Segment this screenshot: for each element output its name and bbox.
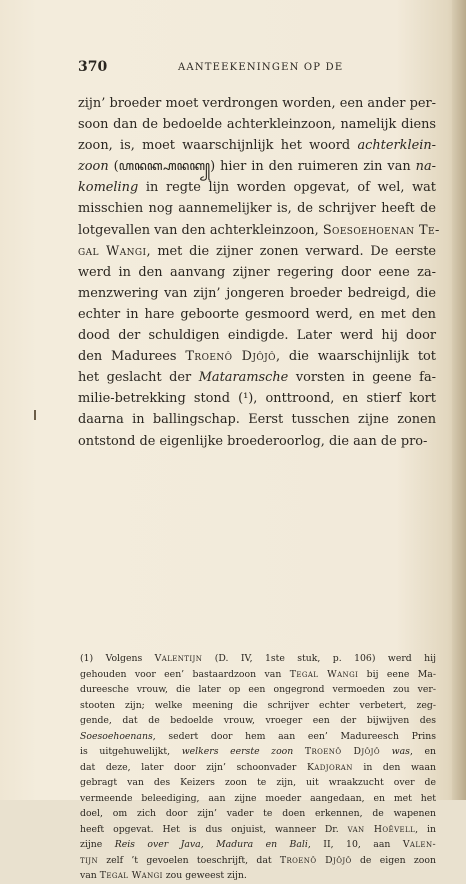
body-text-run: echter in hare geboorte gesmoord werd, en met den (78, 306, 436, 322)
body-line (78, 304, 436, 325)
footnote-line (80, 698, 436, 714)
body-text-run: zijn’ broeder moet verdrongen worden, een ander per- (78, 96, 436, 111)
body-line (78, 431, 436, 452)
footnote-text-run: gebragt van des Keizers zoon te zijn, uit wraakzucht over de (80, 777, 436, 788)
body-line (78, 220, 440, 241)
body-text-run: menzwering van zijn’ jongeren broeder bedreigd, die (78, 285, 436, 301)
footnote-text-run: zou geweest zijn. (162, 870, 247, 881)
body-line (78, 198, 436, 219)
body-text-run: , die waarschijnlijk tot (275, 349, 436, 365)
body-line (78, 241, 436, 262)
body-text-run: milie-betrekking stond (¹), onttroond, en stierf kort (78, 391, 436, 407)
footnote-text-run: (1) Volgens (80, 653, 155, 664)
footnote-line (80, 651, 436, 667)
footnote-text-run: Troenô Djôjô (304, 746, 381, 757)
footnote-text-run: Valen- (402, 839, 437, 850)
footnote-text-run: Reis over Java, Madura en Bali (114, 839, 308, 850)
footnote-text-run: Tegal Wangi (289, 668, 359, 680)
margin-mark (34, 410, 36, 420)
body-text-run: vorsten in geene fa- (288, 370, 436, 386)
footnote-text-run: gehouden voor een’ bastaardzoon van (80, 668, 290, 680)
body-text-run: den Madurees (78, 349, 186, 365)
footnote-text-run (380, 746, 392, 757)
footnote-text-run: dureesche vrouw, die later op een ongegrond vermoeden zou ver- (80, 684, 436, 695)
footnote-line (80, 667, 436, 683)
body-line (78, 114, 436, 135)
body-line (78, 388, 436, 409)
footnotes (80, 651, 436, 884)
body-text-run: Soesoehoenan Te- (322, 222, 440, 238)
body-text-run: achterklein- (357, 138, 436, 154)
footnote-text-run: (D. IV, 1ste stuk, p. 106) werd hij (202, 653, 437, 664)
footnote-text-run: vermeende beleediging, aan zijne moeder aangedaan, en met het (80, 792, 436, 804)
footnote-line (80, 806, 436, 822)
footnote-line (80, 791, 436, 807)
body-text-run: het geslacht der (78, 370, 199, 386)
footnote-text-run: , en (409, 746, 436, 757)
running-head: AANTEEKENINGEN OP DE (178, 62, 344, 73)
footnote-text-run: de eigen zoon (351, 854, 436, 866)
footnote-text-run: is uitgehuwelijkt, (80, 746, 182, 757)
body-text-run: dood der schuldigen eindigde. Later werd hij door (78, 328, 436, 344)
body-text-run: (ꦲꦤꦏ꧀ꦲꦤꦏ꧀) hier in den ruimeren zin van (108, 159, 416, 175)
body-text (78, 93, 440, 452)
footnote-text-run: , II, 10, aan (307, 839, 403, 850)
body-text-run: lotgevallen van den achterkleinzoon, (78, 222, 323, 238)
footnote-line (80, 853, 436, 869)
footnote-text-run: Tegal Wangi (99, 870, 163, 881)
footnote-text-run: tijn (80, 854, 98, 866)
footnote-text-run: van Hoëvell (347, 823, 416, 835)
body-text-run: zoon (78, 159, 109, 175)
body-text-run: komeling (78, 180, 139, 196)
footnote-line (80, 682, 436, 698)
footnote-text-run (293, 746, 305, 757)
footnote-text-run: van (80, 870, 100, 881)
body-line (78, 325, 436, 346)
page-number: 370 (78, 59, 108, 75)
page-edge (452, 0, 466, 800)
footnote-text-run: was (391, 746, 410, 757)
body-line (78, 409, 436, 430)
body-text-run: misschien nog aannemelijker is, de schrijver heeft de (78, 201, 436, 217)
body-line (78, 135, 436, 156)
footnote-text-run: , sedert door hem aan een’ Madureesch Prins (152, 730, 436, 742)
footnote-line (80, 868, 436, 884)
body-text-run: Mataramsche (198, 370, 289, 386)
footnote-text-run: Kadjoran (306, 761, 353, 773)
footnote-line (80, 837, 436, 853)
footnote-text-run: Soesoehoenans (80, 730, 153, 742)
body-text-run: werd in den aanvang zijner regering door eene za- (78, 264, 436, 280)
footnote-text-run: zelf ’t gevoelen toeschrijft, dat (97, 854, 280, 866)
body-text-run: Troenô Djôjô (185, 349, 276, 365)
footnote-text-run: dat deze, later door zijn’ schoonvader (80, 761, 307, 773)
body-line (78, 367, 436, 388)
body-text-run: soon dan de bedoelde achterkleinzoon, namelijk diens (78, 117, 436, 133)
footnote-line (80, 729, 436, 745)
footnote-line (80, 744, 436, 760)
footnote-text-run: in den waan (352, 761, 436, 773)
footnote-text-run: , in (415, 823, 436, 835)
body-line (78, 93, 436, 114)
body-text-run: in regte lijn worden opgevat, of wel, wat (138, 180, 436, 196)
body-text-run: daarna in ballingschap. Eerst tusschen zijne zonen (78, 412, 436, 428)
footnote-text-run: doel, om zich door zijn’ vader te doen erkennen, de wapenen (80, 808, 436, 819)
footnote-text-run: heeft opgevat. Het is dus onjuist, wanneer Dr. (80, 823, 348, 835)
body-line (78, 346, 436, 367)
body-text-run: zoon, is, moet waarschijnlijk het woord (78, 138, 358, 154)
footnote-line (80, 760, 436, 776)
footnote-text-run: bij eene Ma- (358, 668, 436, 680)
footnote-line (80, 775, 436, 791)
body-line (78, 156, 436, 177)
body-text-run: na- (415, 159, 436, 175)
body-text-run: , met die zijner zonen verward. De eerste (146, 243, 437, 259)
footnote-line (80, 713, 436, 729)
footnote-text-run: zijne (80, 839, 115, 850)
footnote-text-run: Valentijn (154, 653, 203, 664)
body-text-run: gal Wangi (78, 243, 147, 259)
footnote-text-run: stooten zijn; welke meening die schrijver echter verbetert, zeg- (80, 699, 436, 711)
body-line (78, 262, 436, 283)
footnote-text-run: Troenô Djôjô (279, 854, 352, 866)
body-text-run: ontstond de eigenlijke broederoorlog, die aan de pro- (78, 433, 428, 449)
body-line (78, 283, 436, 304)
footnote-line (80, 822, 436, 838)
body-line (78, 177, 436, 198)
footnote-text-run: welkers eerste zoon (181, 746, 294, 757)
footnote-text-run: gende, dat de bedoelde vrouw, vroeger een der bijwijven des (80, 715, 436, 726)
